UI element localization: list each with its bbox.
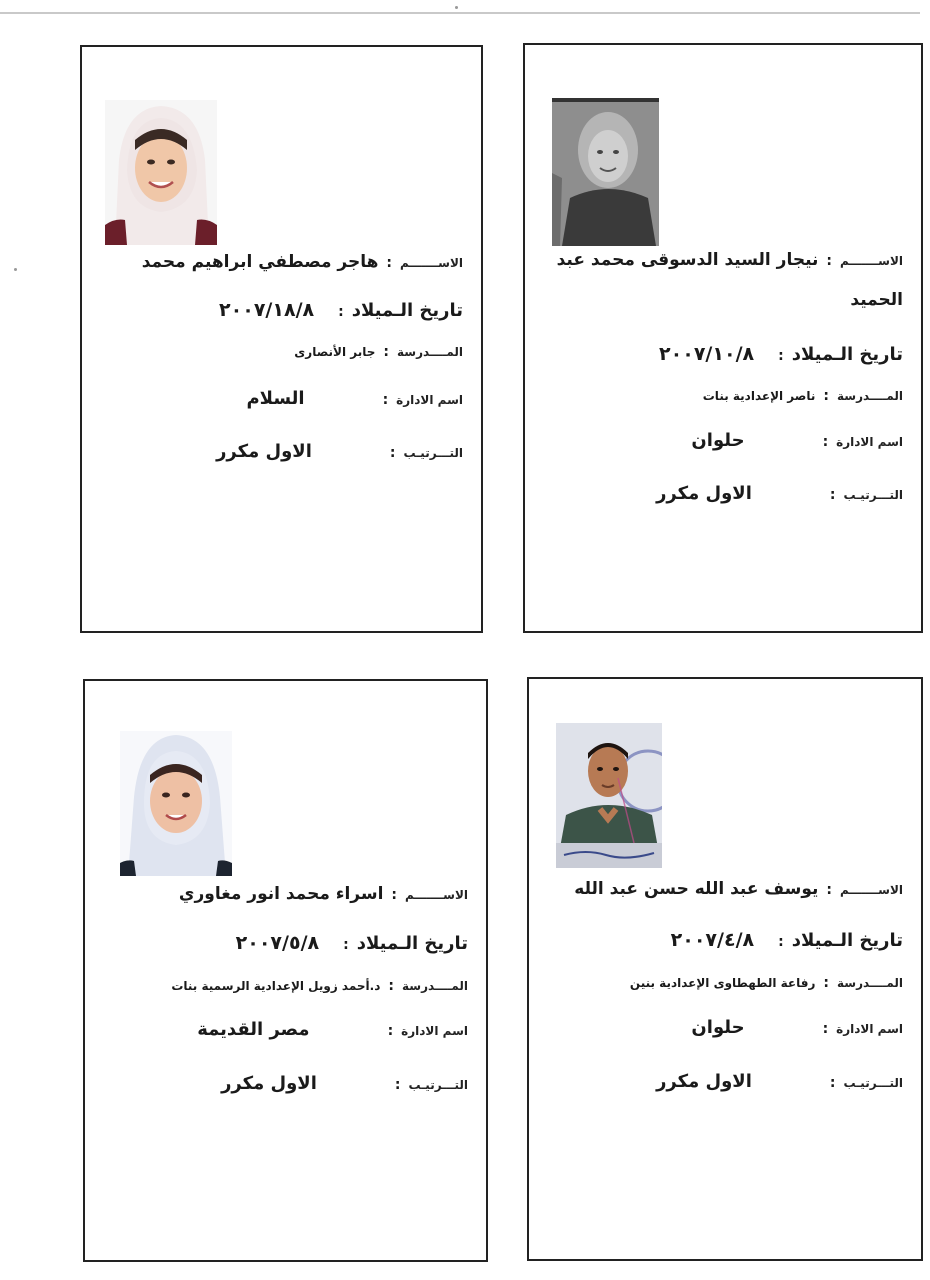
school-row xyxy=(630,975,903,991)
student-photo-image xyxy=(556,723,662,868)
name-label: الاســـــــم xyxy=(400,256,463,270)
student-photo-image xyxy=(120,731,232,876)
colon: : xyxy=(823,975,829,991)
admin-row xyxy=(246,388,463,409)
scan-speck xyxy=(14,268,17,271)
admin-name: حلوان xyxy=(691,430,745,451)
school-label: المــــدرسة xyxy=(837,976,903,990)
admin-row xyxy=(197,1019,468,1040)
colon: : xyxy=(826,253,833,269)
student-name: هاجر مصطفي ابراهيم محمد xyxy=(141,252,379,272)
name-row xyxy=(574,879,903,899)
rank-label: التـــرتيـب xyxy=(408,1078,468,1092)
school-label: المــــدرسة xyxy=(837,389,903,403)
colon: : xyxy=(382,392,389,408)
student-card xyxy=(523,43,923,633)
dob-label: تاريخ الـميلاد xyxy=(356,933,468,954)
dob-label: تاريخ الـميلاد xyxy=(791,344,903,365)
admin-name: السلام xyxy=(246,388,305,409)
name-label: الاســـــــم xyxy=(840,254,903,268)
rank-row xyxy=(216,441,463,462)
colon: : xyxy=(386,255,393,271)
colon: : xyxy=(829,1075,836,1091)
admin-name: مصر القديمة xyxy=(197,1019,310,1040)
rank-row xyxy=(221,1073,468,1094)
admin-row xyxy=(691,430,903,451)
dob-label: تاريخ الـميلاد xyxy=(791,930,903,951)
school-name: رفاعة الطهطاوى الإعدادية بنين xyxy=(629,976,816,990)
colon: : xyxy=(338,304,344,320)
school-name: ناصر الإعدادية بنات xyxy=(702,389,816,403)
rank-value: الاول مكرر xyxy=(216,441,312,462)
colon: : xyxy=(829,487,836,503)
student-photo xyxy=(105,100,217,245)
rank-value: الاول مكرر xyxy=(221,1073,317,1094)
birth-date: ٢٠٠٧/١٠/٨ xyxy=(659,343,755,365)
rank-label: التـــرتيـب xyxy=(843,488,903,502)
student-name: يوسف عبد الله حسن عبد الله xyxy=(574,879,819,899)
student-photo-image xyxy=(105,100,217,245)
admin-label: اسم الادارة xyxy=(401,1024,468,1038)
rank-row xyxy=(656,483,903,504)
colon: : xyxy=(826,882,833,898)
name-label: الاســـــــم xyxy=(840,883,903,897)
admin-label: اسم الادارة xyxy=(396,393,463,407)
rank-label: التـــرتيـب xyxy=(843,1076,903,1090)
colon: : xyxy=(383,344,389,360)
school-row xyxy=(703,388,903,404)
colon: : xyxy=(778,934,784,950)
school-row xyxy=(171,978,468,994)
student-card xyxy=(83,679,488,1262)
admin-label: اسم الادارة xyxy=(836,1022,903,1036)
student-name: اسراء محمد انور مغاوري xyxy=(178,884,384,904)
student-photo xyxy=(120,731,232,876)
admin-row xyxy=(691,1017,903,1038)
scan-speck xyxy=(455,6,458,9)
colon: : xyxy=(388,978,394,994)
colon: : xyxy=(822,434,829,450)
school-name: جابر الأنصارى xyxy=(294,345,376,359)
name-row xyxy=(179,884,468,904)
student-card xyxy=(527,677,923,1261)
student-name-continued: الحميد xyxy=(850,290,903,310)
colon: : xyxy=(387,1023,394,1039)
top-border-line xyxy=(0,12,920,14)
birth-date: ٢٠٠٧/١٨/٨ xyxy=(219,299,315,321)
name-row xyxy=(142,252,463,272)
colon: : xyxy=(391,887,398,903)
admin-name: حلوان xyxy=(691,1017,745,1038)
dob-row xyxy=(236,932,468,954)
rank-label: التـــرتيـب xyxy=(403,446,463,460)
student-photo xyxy=(556,723,662,868)
colon: : xyxy=(822,1021,829,1037)
student-photo xyxy=(552,98,659,246)
rank-row xyxy=(656,1071,903,1092)
colon: : xyxy=(778,348,784,364)
dob-label: تاريخ الـميلاد xyxy=(351,300,463,321)
student-photo-image xyxy=(552,98,659,246)
colon: : xyxy=(394,1077,401,1093)
school-label: المــــدرسة xyxy=(402,979,468,993)
dob-row xyxy=(219,299,463,321)
school-name: د.أحمد زويل الإعدادية الرسمية بنات xyxy=(171,979,381,993)
birth-date: ٢٠٠٧/٥/٨ xyxy=(235,932,320,954)
name-label: الاســـــــم xyxy=(405,888,468,902)
admin-label: اسم الادارة xyxy=(836,435,903,449)
dob-row xyxy=(671,929,903,951)
name-row xyxy=(557,250,903,270)
colon: : xyxy=(343,937,349,953)
school-label: المــــدرسة xyxy=(397,345,463,359)
birth-date: ٢٠٠٧/٤/٨ xyxy=(670,929,755,951)
colon: : xyxy=(389,445,396,461)
school-row xyxy=(294,344,463,360)
student-name: نيجار السيد الدسوقى محمد عبد xyxy=(556,250,819,270)
dob-row xyxy=(659,343,903,365)
rank-value: الاول مكرر xyxy=(656,1071,752,1092)
colon: : xyxy=(823,388,829,404)
rank-value: الاول مكرر xyxy=(656,483,752,504)
student-card xyxy=(80,45,483,633)
